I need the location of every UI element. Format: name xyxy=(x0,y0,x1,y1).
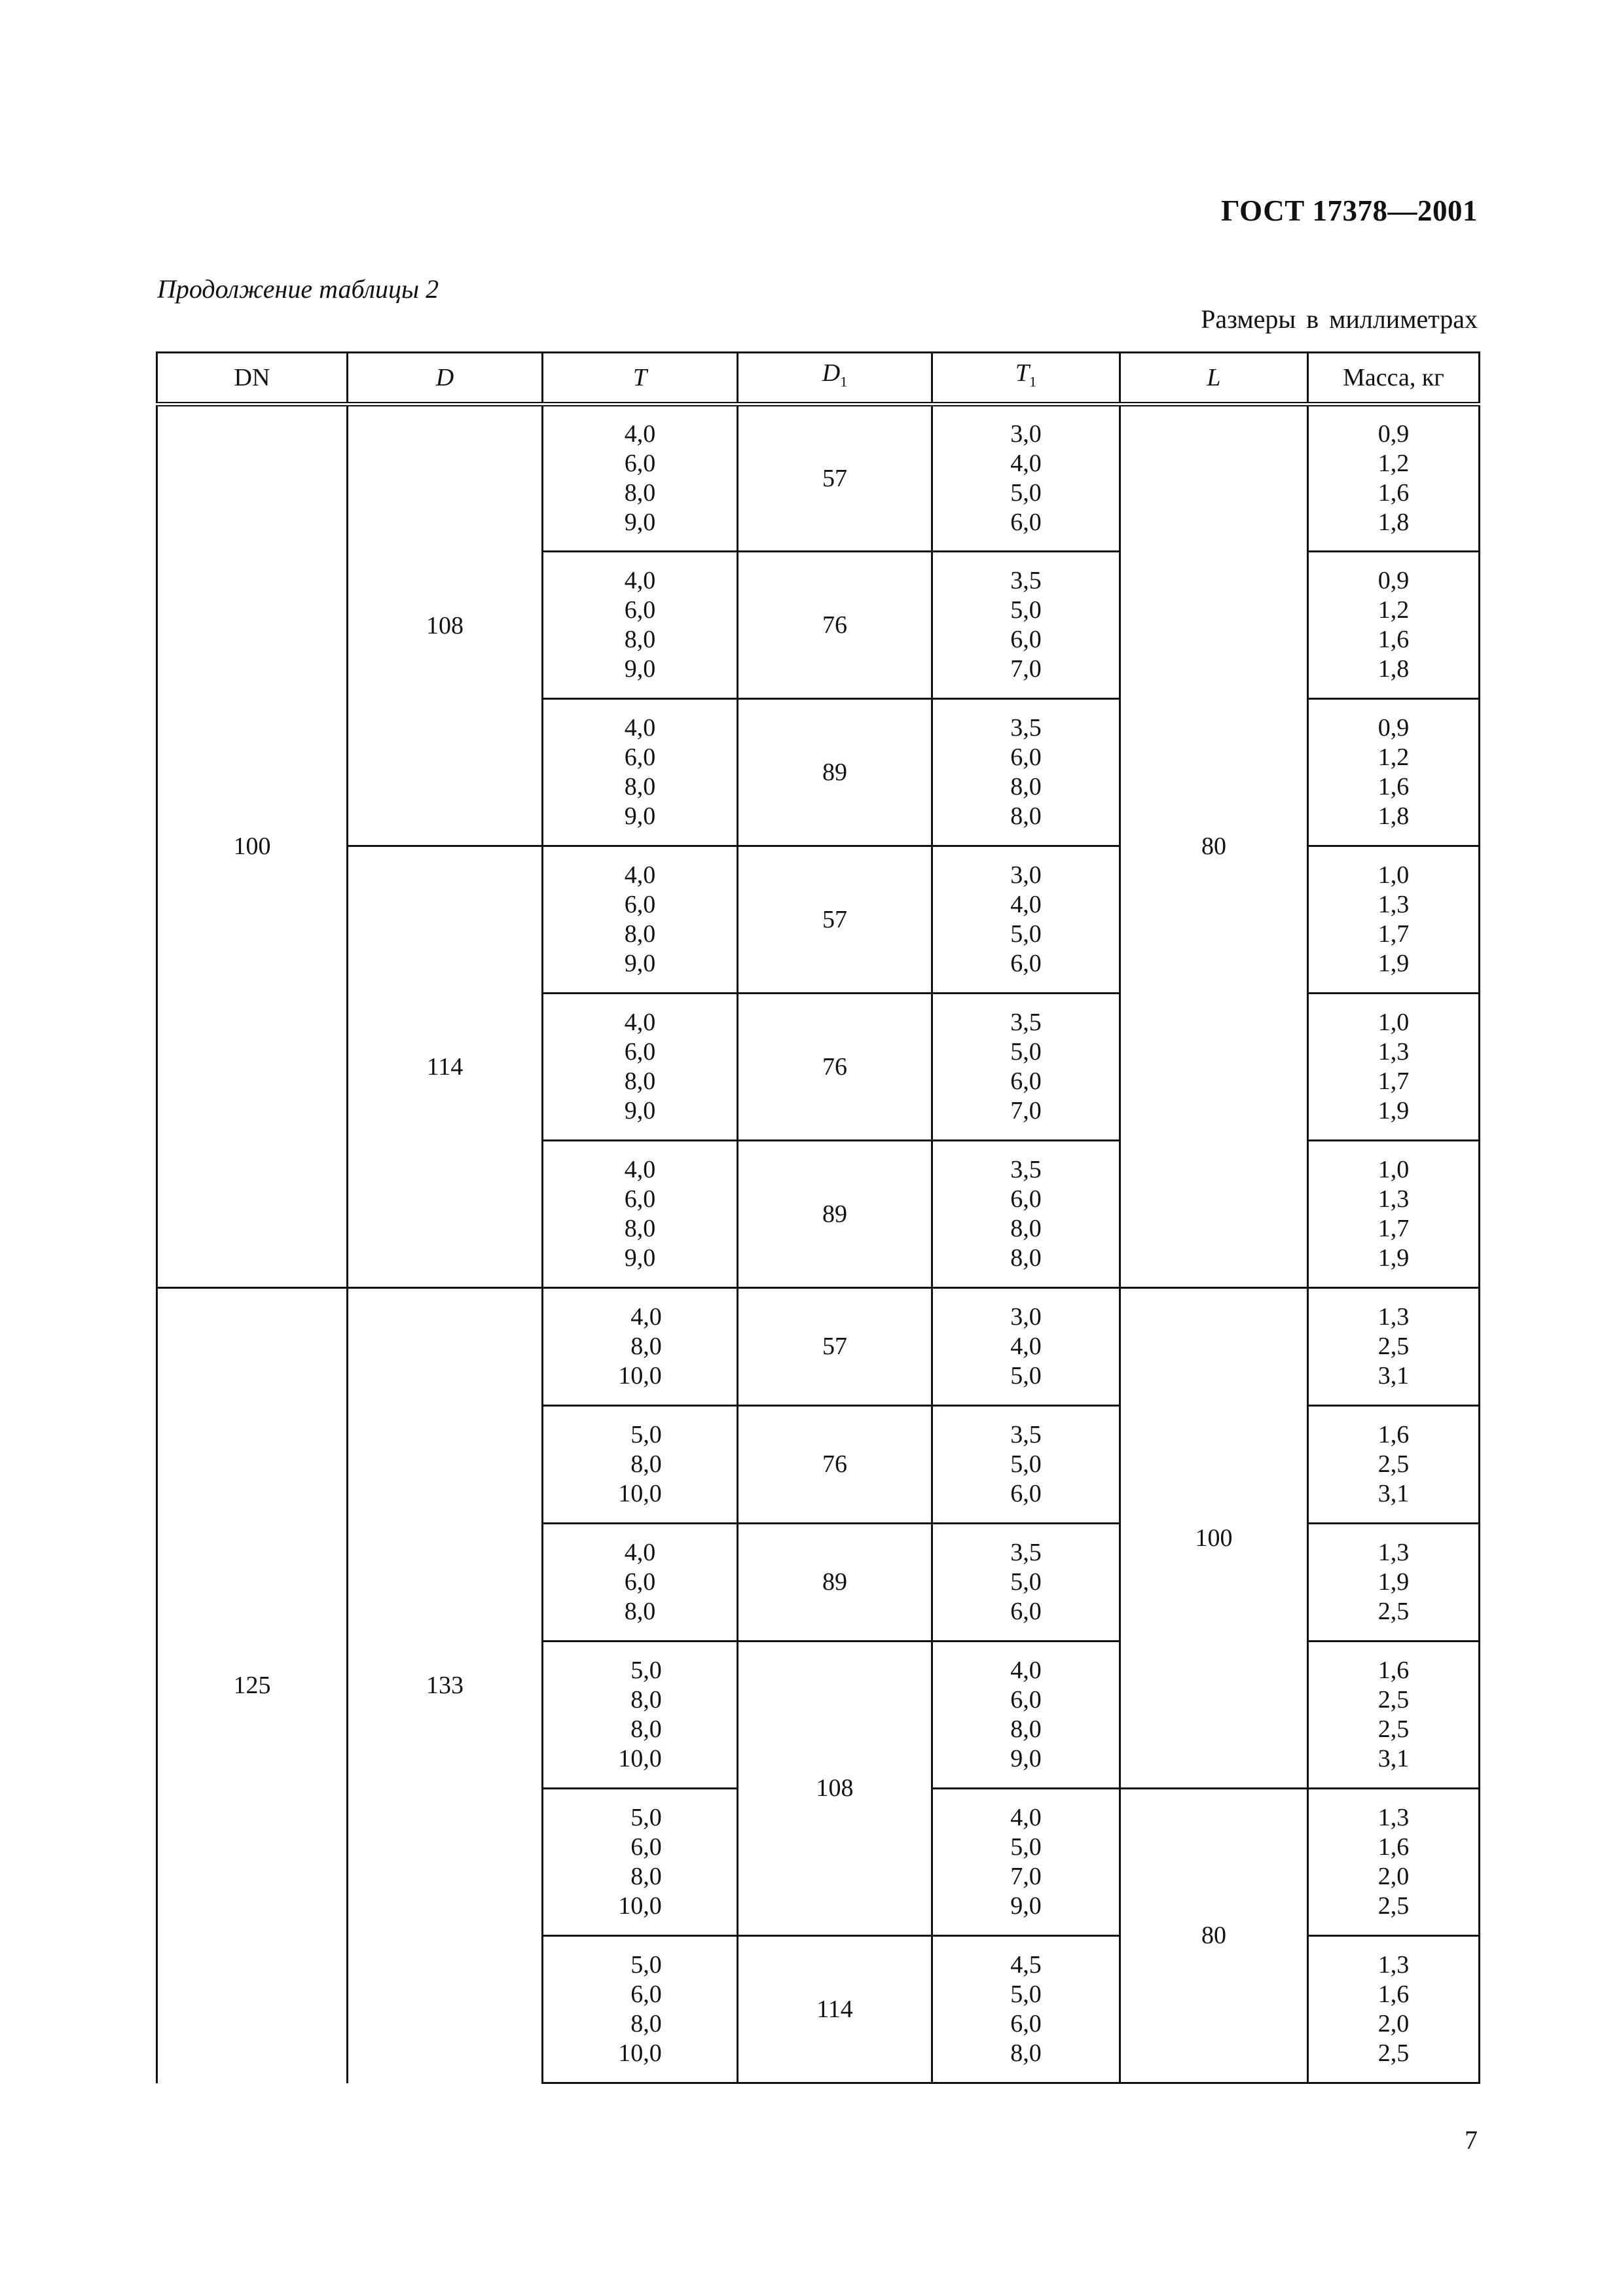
cell-t-values xyxy=(625,713,656,831)
value-line: 5,0 xyxy=(630,1657,662,1684)
value-line: 9,0 xyxy=(624,509,656,536)
value-line: 0,9 xyxy=(1377,714,1410,742)
cell-dn: 125 xyxy=(157,1288,348,2083)
value-line: 6,0 xyxy=(630,1833,662,1861)
cell-d1: 76 xyxy=(738,994,932,1141)
cell-t1-values xyxy=(1010,1538,1042,1626)
cell-t xyxy=(543,699,738,846)
cell-t-values xyxy=(618,1420,662,1509)
value-line: 6,0 xyxy=(1010,1067,1042,1095)
value-line: 10,0 xyxy=(618,1362,662,1390)
value-line: 1,9 xyxy=(1377,1097,1410,1124)
value-line: 3,0 xyxy=(1010,420,1042,448)
value-line: 8,0 xyxy=(624,479,656,507)
cell-mass-values xyxy=(1378,1950,1410,2068)
cell-l: 80 xyxy=(1120,404,1308,1288)
cell-t-values xyxy=(618,1803,662,1921)
value-line: 7,0 xyxy=(1010,655,1042,683)
value-line: 9,0 xyxy=(624,802,656,830)
cell-d: 133 xyxy=(348,1288,543,2083)
cell-t1 xyxy=(932,994,1120,1141)
value-line: 2,5 xyxy=(1377,2039,1410,2067)
value-line: 10,0 xyxy=(618,1892,662,1920)
value-line: 7,0 xyxy=(1010,1097,1042,1124)
value-line: 7,0 xyxy=(1010,1863,1042,1890)
value-line: 5,0 xyxy=(1010,596,1042,624)
units-note: Размеры в миллиметрах xyxy=(1201,304,1478,334)
cell-t1-values xyxy=(1010,1155,1042,1273)
value-line: 8,0 xyxy=(624,626,656,653)
cell-mass xyxy=(1308,1406,1480,1524)
value-line: 1,6 xyxy=(1377,1421,1410,1448)
cell-mass xyxy=(1308,1524,1480,1641)
cell-t-values xyxy=(625,566,656,684)
value-line: 8,0 xyxy=(630,2010,662,2037)
page-number: 7 xyxy=(1465,2125,1478,2155)
value-line: 3,1 xyxy=(1377,1362,1410,1390)
value-line: 9,0 xyxy=(624,655,656,683)
dimensions-table xyxy=(156,351,1480,2084)
cell-t xyxy=(543,846,738,994)
value-line: 1,8 xyxy=(1377,509,1410,536)
cell-l: 100 xyxy=(1120,1288,1308,1789)
value-line: 8,0 xyxy=(624,920,656,948)
value-line: 1,2 xyxy=(1377,596,1410,624)
cell-t1-values xyxy=(1010,1008,1042,1126)
value-line: 1,2 xyxy=(1377,744,1410,771)
value-line: 9,0 xyxy=(624,950,656,977)
cell-t1-values xyxy=(1010,1803,1042,1921)
value-line: 1,6 xyxy=(1377,479,1410,507)
value-line: 5,0 xyxy=(1010,1981,1042,2008)
value-line: 3,1 xyxy=(1377,1745,1410,1772)
value-line: 10,0 xyxy=(618,1480,662,1507)
value-line: 5,0 xyxy=(1010,1568,1042,1596)
value-line: 8,0 xyxy=(630,1863,662,1890)
value-line: 1,6 xyxy=(1377,1657,1410,1684)
cell-mass-values xyxy=(1378,1420,1410,1509)
cell-t1-values xyxy=(1010,1302,1042,1391)
value-line: 1,7 xyxy=(1377,1215,1410,1242)
value-line: 3,1 xyxy=(1377,1480,1410,1507)
cell-t xyxy=(543,1641,738,1789)
value-line: 10,0 xyxy=(618,1745,662,1772)
cell-mass xyxy=(1308,699,1480,846)
value-line: 1,8 xyxy=(1377,655,1410,683)
table-row xyxy=(157,1288,1480,1406)
value-line: 5,0 xyxy=(630,1421,662,1448)
cell-l: 80 xyxy=(1120,1789,1308,2083)
value-line: 1,8 xyxy=(1377,802,1410,830)
value-line: 9,0 xyxy=(624,1097,656,1124)
value-line: 0,9 xyxy=(1377,420,1410,448)
cell-mass-values xyxy=(1378,713,1410,831)
cell-d1: 89 xyxy=(738,699,932,846)
cell-t1-values xyxy=(1010,420,1042,537)
value-line: 1,9 xyxy=(1377,1568,1410,1596)
value-line: 1,6 xyxy=(1377,1981,1410,2008)
cell-mass-values xyxy=(1378,1008,1410,1126)
table-header-row xyxy=(157,353,1480,404)
value-line: 1,6 xyxy=(1377,626,1410,653)
cell-dn: 100 xyxy=(157,404,348,1288)
value-line: 3,0 xyxy=(1010,861,1042,889)
cell-t-values xyxy=(625,420,656,537)
value-line: 5,0 xyxy=(630,1951,662,1979)
value-line: 3,5 xyxy=(1010,714,1042,742)
value-line: 4,0 xyxy=(1010,1333,1042,1360)
value-line: 5,0 xyxy=(1010,920,1042,948)
value-line: 6,0 xyxy=(624,891,656,918)
cell-mass xyxy=(1308,552,1480,699)
value-line: 2,5 xyxy=(1377,1598,1410,1625)
value-line: 2,5 xyxy=(1377,1892,1410,1920)
value-line: 4,0 xyxy=(624,1539,656,1566)
value-line: 8,0 xyxy=(1010,1215,1042,1242)
cell-t-values xyxy=(618,1302,662,1391)
value-line: 8,0 xyxy=(1010,1715,1042,1743)
value-line: 1,9 xyxy=(1377,950,1410,977)
cell-t1 xyxy=(932,1288,1120,1406)
cell-t1-values xyxy=(1010,861,1042,978)
value-line: 1,0 xyxy=(1377,1009,1410,1036)
value-line: 6,0 xyxy=(1010,1480,1042,1507)
value-line: 2,5 xyxy=(1377,1333,1410,1360)
cell-mass-values xyxy=(1378,566,1410,684)
value-line: 6,0 xyxy=(624,596,656,624)
value-line: 8,0 xyxy=(624,1598,656,1625)
column-header-t1-letter: T xyxy=(1015,359,1030,387)
value-line: 6,0 xyxy=(630,1981,662,2008)
cell-t-values xyxy=(625,1538,656,1626)
value-line: 5,0 xyxy=(1010,479,1042,507)
value-line: 9,0 xyxy=(1010,1745,1042,1772)
column-header-t1 xyxy=(932,353,1120,404)
value-line: 8,0 xyxy=(630,1715,662,1743)
value-line: 6,0 xyxy=(624,1038,656,1066)
value-line: 1,6 xyxy=(1377,773,1410,800)
value-line: 4,0 xyxy=(1010,1804,1042,1831)
column-header-d1 xyxy=(738,353,932,404)
value-line: 4,0 xyxy=(624,1156,656,1183)
value-line: 1,3 xyxy=(1377,1185,1410,1213)
column-header-dn: DN xyxy=(157,353,348,404)
cell-t xyxy=(543,1789,738,1936)
value-line: 6,0 xyxy=(624,450,656,477)
value-line: 1,3 xyxy=(1377,1539,1410,1566)
value-line: 1,3 xyxy=(1377,891,1410,918)
cell-mass xyxy=(1308,404,1480,552)
value-line: 1,3 xyxy=(1377,1038,1410,1066)
value-line: 1,7 xyxy=(1377,920,1410,948)
value-line: 0,9 xyxy=(1377,567,1410,594)
value-line: 1,2 xyxy=(1377,450,1410,477)
cell-d1: 76 xyxy=(738,1406,932,1524)
value-line: 4,0 xyxy=(1010,891,1042,918)
value-line: 3,5 xyxy=(1010,1009,1042,1036)
cell-t1 xyxy=(932,1141,1120,1288)
column-header-t1-subscript: 1 xyxy=(1029,373,1037,390)
value-line: 2,5 xyxy=(1377,1715,1410,1743)
cell-mass-values xyxy=(1378,1803,1410,1921)
cell-d1: 57 xyxy=(738,1288,932,1406)
value-line: 8,0 xyxy=(1010,773,1042,800)
value-line: 9,0 xyxy=(1010,1892,1042,1920)
value-line: 8,0 xyxy=(1010,1244,1042,1272)
cell-d1: 108 xyxy=(738,1641,932,1936)
value-line: 6,0 xyxy=(1010,950,1042,977)
value-line: 5,0 xyxy=(1010,1038,1042,1066)
cell-t xyxy=(543,1524,738,1641)
cell-d1: 57 xyxy=(738,404,932,552)
cell-t xyxy=(543,1936,738,2083)
value-line: 6,0 xyxy=(624,744,656,771)
value-line: 10,0 xyxy=(618,2039,662,2067)
cell-t-values xyxy=(625,1008,656,1126)
table-row xyxy=(157,404,1480,552)
cell-d1: 76 xyxy=(738,552,932,699)
value-line: 6,0 xyxy=(1010,626,1042,653)
cell-t xyxy=(543,404,738,552)
value-line: 8,0 xyxy=(630,1686,662,1713)
value-line: 8,0 xyxy=(630,1333,662,1360)
value-line: 9,0 xyxy=(624,1244,656,1272)
value-line: 1,3 xyxy=(1377,1804,1410,1831)
value-line: 4,0 xyxy=(624,420,656,448)
standard-designation: ГОСТ 17378—2001 xyxy=(1221,194,1478,227)
cell-t1 xyxy=(932,1641,1120,1789)
table-body xyxy=(157,404,1480,2083)
value-line: 1,6 xyxy=(1377,1833,1410,1861)
cell-mass xyxy=(1308,994,1480,1141)
cell-t1 xyxy=(932,1406,1120,1524)
cell-d: 108 xyxy=(348,404,543,846)
cell-t xyxy=(543,1141,738,1288)
value-line: 4,0 xyxy=(624,714,656,742)
cell-mass xyxy=(1308,846,1480,994)
cell-mass-values xyxy=(1378,1538,1410,1626)
cell-mass xyxy=(1308,1641,1480,1789)
cell-d: 114 xyxy=(348,846,543,1288)
value-line: 4,0 xyxy=(1010,1657,1042,1684)
cell-d1: 89 xyxy=(738,1141,932,1288)
cell-d1: 114 xyxy=(738,1936,932,2083)
cell-t-values xyxy=(625,861,656,978)
cell-t1-values xyxy=(1010,1656,1042,1774)
value-line: 1,3 xyxy=(1377,1951,1410,1979)
cell-mass xyxy=(1308,1789,1480,1936)
value-line: 1,3 xyxy=(1377,1303,1410,1331)
cell-d1: 89 xyxy=(738,1524,932,1641)
cell-t-values xyxy=(625,1155,656,1273)
column-header-l: L xyxy=(1120,353,1308,404)
value-line: 6,0 xyxy=(1010,1598,1042,1625)
cell-t1-values xyxy=(1010,1950,1042,2068)
value-line: 4,0 xyxy=(630,1303,662,1331)
value-line: 5,0 xyxy=(630,1804,662,1831)
cell-t-values xyxy=(618,1656,662,1774)
cell-t1 xyxy=(932,846,1120,994)
value-line: 6,0 xyxy=(1010,744,1042,771)
cell-t1 xyxy=(932,1524,1120,1641)
cell-t-values xyxy=(618,1950,662,2068)
value-line: 8,0 xyxy=(624,1215,656,1242)
column-header-mass: Масса, кг xyxy=(1308,353,1480,404)
column-header-d: D xyxy=(348,353,543,404)
value-line: 8,0 xyxy=(624,773,656,800)
cell-t1 xyxy=(932,1936,1120,2083)
cell-mass-values xyxy=(1378,861,1410,978)
table-caption: Продолжение таблицы 2 xyxy=(157,274,439,304)
value-line: 6,0 xyxy=(624,1568,656,1596)
cell-t1-values xyxy=(1010,1420,1042,1509)
cell-t xyxy=(543,1406,738,1524)
value-line: 6,0 xyxy=(1010,509,1042,536)
value-line: 8,0 xyxy=(1010,2039,1042,2067)
value-line: 1,0 xyxy=(1377,1156,1410,1183)
value-line: 6,0 xyxy=(624,1185,656,1213)
value-line: 4,5 xyxy=(1010,1951,1042,1979)
cell-mass xyxy=(1308,1288,1480,1406)
value-line: 4,0 xyxy=(624,567,656,594)
cell-mass-values xyxy=(1378,420,1410,537)
value-line: 8,0 xyxy=(624,1067,656,1095)
value-line: 8,0 xyxy=(630,1450,662,1478)
value-line: 5,0 xyxy=(1010,1833,1042,1861)
value-line: 2,0 xyxy=(1377,2010,1410,2037)
cell-t1 xyxy=(932,552,1120,699)
value-line: 3,5 xyxy=(1010,567,1042,594)
cell-mass xyxy=(1308,1141,1480,1288)
value-line: 8,0 xyxy=(1010,802,1042,830)
value-line: 1,7 xyxy=(1377,1067,1410,1095)
value-line: 4,0 xyxy=(624,1009,656,1036)
cell-t1 xyxy=(932,1789,1120,1936)
column-header-t: T xyxy=(543,353,738,404)
cell-t1-values xyxy=(1010,713,1042,831)
value-line: 1,9 xyxy=(1377,1244,1410,1272)
cell-mass xyxy=(1308,1936,1480,2083)
column-header-d1-letter: D xyxy=(822,359,841,387)
value-line: 1,0 xyxy=(1377,861,1410,889)
cell-t1 xyxy=(932,404,1120,552)
value-line: 5,0 xyxy=(1010,1450,1042,1478)
cell-t1-values xyxy=(1010,566,1042,684)
value-line: 3,5 xyxy=(1010,1156,1042,1183)
value-line: 3,0 xyxy=(1010,1303,1042,1331)
column-header-d1-subscript: 1 xyxy=(840,373,848,390)
value-line: 2,5 xyxy=(1377,1686,1410,1713)
value-line: 6,0 xyxy=(1010,1185,1042,1213)
cell-t xyxy=(543,1288,738,1406)
value-line: 6,0 xyxy=(1010,1686,1042,1713)
cell-d1: 57 xyxy=(738,846,932,994)
value-line: 2,5 xyxy=(1377,1450,1410,1478)
value-line: 4,0 xyxy=(1010,450,1042,477)
cell-mass-values xyxy=(1378,1155,1410,1273)
cell-t1 xyxy=(932,699,1120,846)
value-line: 3,5 xyxy=(1010,1421,1042,1448)
value-line: 4,0 xyxy=(624,861,656,889)
cell-mass-values xyxy=(1378,1302,1410,1391)
value-line: 3,5 xyxy=(1010,1539,1042,1566)
cell-t xyxy=(543,552,738,699)
cell-t xyxy=(543,994,738,1141)
value-line: 5,0 xyxy=(1010,1362,1042,1390)
value-line: 2,0 xyxy=(1377,1863,1410,1890)
value-line: 6,0 xyxy=(1010,2010,1042,2037)
cell-mass-values xyxy=(1378,1656,1410,1774)
